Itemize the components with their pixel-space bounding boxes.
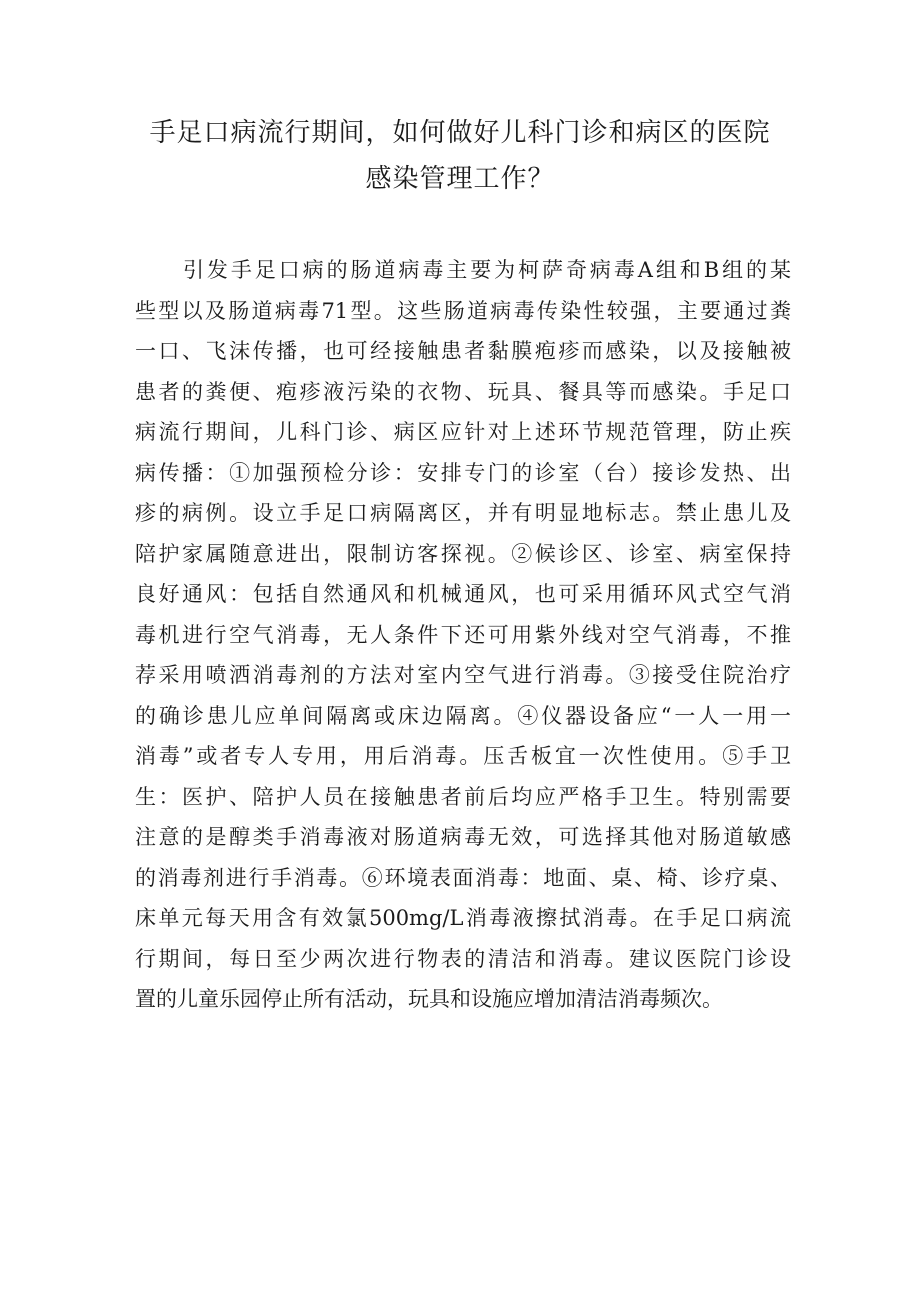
paragraph-line: 床单元每天用含有效氯500mg/L消毒液擦拭消毒。在手足口病流: [135, 906, 791, 930]
paragraph-line: 陪护家属随意进出，限制访客探视。②候诊区、诊室、病室保持: [135, 541, 791, 566]
document-title: [110, 110, 810, 202]
paragraph-line: 病传播：①加强预检分诊：安排专门的诊室（台）接诊发热、出: [135, 460, 791, 485]
paragraph-line: 患者的粪便、疱疹液污染的衣物、玩具、餐具等而感染。手足口: [135, 379, 791, 404]
paragraph-line: 病流行期间，儿科门诊、病区应针对上述环节规范管理，防止疾: [135, 420, 791, 444]
paragraph-line: 些型以及肠道病毒71型。这些肠道病毒传染性较强，主要通过粪: [135, 298, 791, 323]
paragraph-line: 一口、飞沫传播，也可经接触患者黏膜疱疹而感染，以及接触被: [135, 339, 791, 363]
title-line: 感染管理工作？: [365, 164, 555, 194]
paragraph-line: 引发手足口病的肠道病毒主要为柯萨奇病毒A组和B组的某: [183, 258, 791, 282]
paragraph-line: 的确诊患儿应单间隔离或床边隔离。④仪器设备应“一人一用一: [135, 703, 791, 728]
paragraph-line: 荐采用喷洒消毒剂的方法对室内空气进行消毒。③接受住院治疗: [135, 663, 791, 687]
paragraph-line: 生：医护、陪护人员在接触患者前后均应严格手卫生。特别需要: [135, 784, 791, 809]
paragraph-line: 置的儿童乐园停止所有活动，玩具和设施应增加清洁消毒频次。: [135, 987, 723, 1011]
paragraph-line: 行期间，每日至少两次进行物表的清洁和消毒。建议医院门诊设: [135, 946, 791, 971]
paragraph-line: 疹的病例。设立手足口病隔离区，并有明显地标志。禁止患儿及: [135, 501, 791, 525]
paragraph-line: 注意的是醇类手消毒液对肠道病毒无效，可选择其他对肠道敏感: [135, 825, 791, 849]
paragraph-line: 的消毒剂进行手消毒。⑥环境表面消毒：地面、桌、椅、诊疗桌、: [135, 865, 791, 890]
paragraph-line: 毒机进行空气消毒，无人条件下还可用紫外线对空气消毒，不推: [135, 622, 791, 647]
title-line: 手足口病流行期间，如何做好儿科门诊和病区的医院: [149, 118, 771, 148]
paragraph-line: 消毒”或者专人专用，用后消毒。压舌板宜一次性使用。⑤手卫: [135, 744, 791, 768]
paragraph-line: 良好通风：包括自然通风和机械通风，也可采用循环风式空气消: [135, 582, 791, 606]
body-paragraph: [135, 250, 791, 1020]
